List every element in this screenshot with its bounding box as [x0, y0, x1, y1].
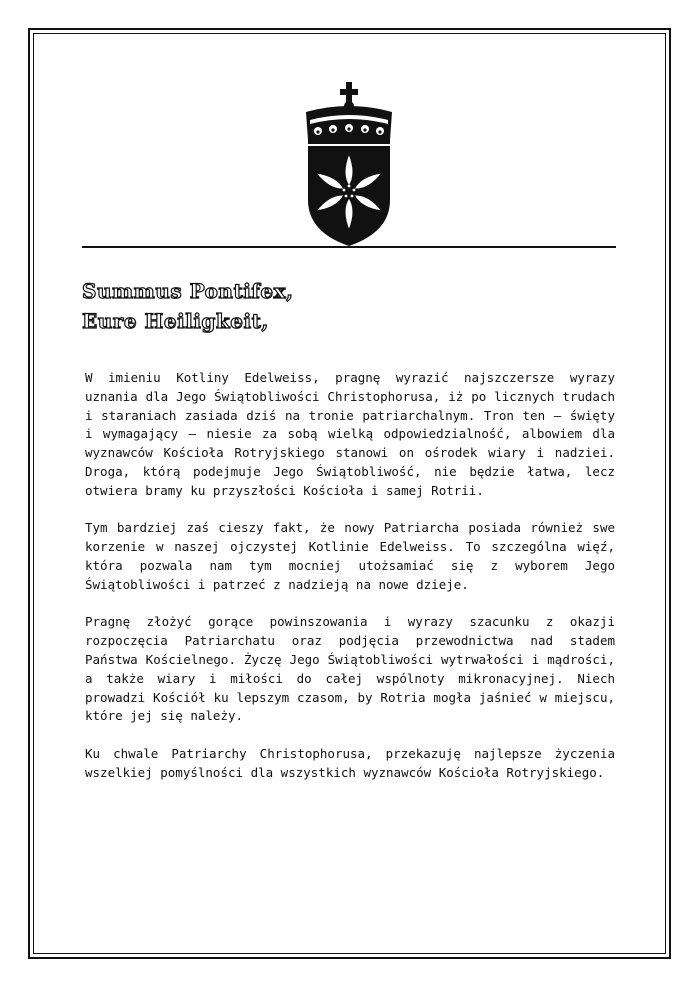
- paragraph-1: W imieniu Kotliny Edelweiss, pragnę wyrazić najszczersze wyrazy uznania dla Jego Świątobliwości Christophorusa, iż po licznych trudach i staraniach zasiada dziś na tronie patriarchalnym. Tron ten – święty i wymagający – niesie za sobą wielką odpowiedzialność, albowiem dla wyznawców Kościoła Rotryjskiego stanowi on ośrodek wiary i nadziei. Droga, którą podejmuje Jego Świątobliwość, nie będzie łatwa, lecz otwiera bramy ku przyszłości Kościoła i samej Rotrii.: [85, 370, 615, 498]
- paragraph-4: Ku chwale Patriarchy Christophorusa, przekazuję najlepsze życzenia wszelkiej pomyślności dla wszystkich wyznawców Kościoła Rotryjskiego.: [85, 745, 615, 780]
- paragraph-3: Pragnę złożyć gorące powinszowania i wyrazy szacunku z okazji rozpoczęcia Patriarchatu oraz podjęcia przewodnictwa nad stadem Państwa Kościelnego. Życzę Jego Świątobliwości wytrwałości i mądrości, a także wiary i miłości do całej wspólnoty mikronacyjnej. Niech prowadzi Kościół ku lepszym czasom, by Rotria mogła jaśnieć w miejscu, które jej się należy.: [85, 614, 615, 724]
- salutation: [82, 276, 294, 336]
- salutation-line-1: Summus Pontifex,: [82, 279, 294, 303]
- header-divider: [82, 246, 616, 248]
- paragraph-2: Tym bardziej zaś cieszy fakt, że nowy Patriarcha posiada również swe korzenie w naszej ojczystej Kotlinie Edelweiss. To szczególna więź, która pozwala nam tym mocniej utożsamiać się z wyborem Jego Świątobliwości i patrzeć z nadzieją na nowe dzieje.: [85, 520, 615, 592]
- salutation-line-2: Eure Heiligkeit,: [82, 309, 269, 333]
- letter-body: [85, 369, 615, 801]
- coat-of-arms-icon: [302, 82, 396, 248]
